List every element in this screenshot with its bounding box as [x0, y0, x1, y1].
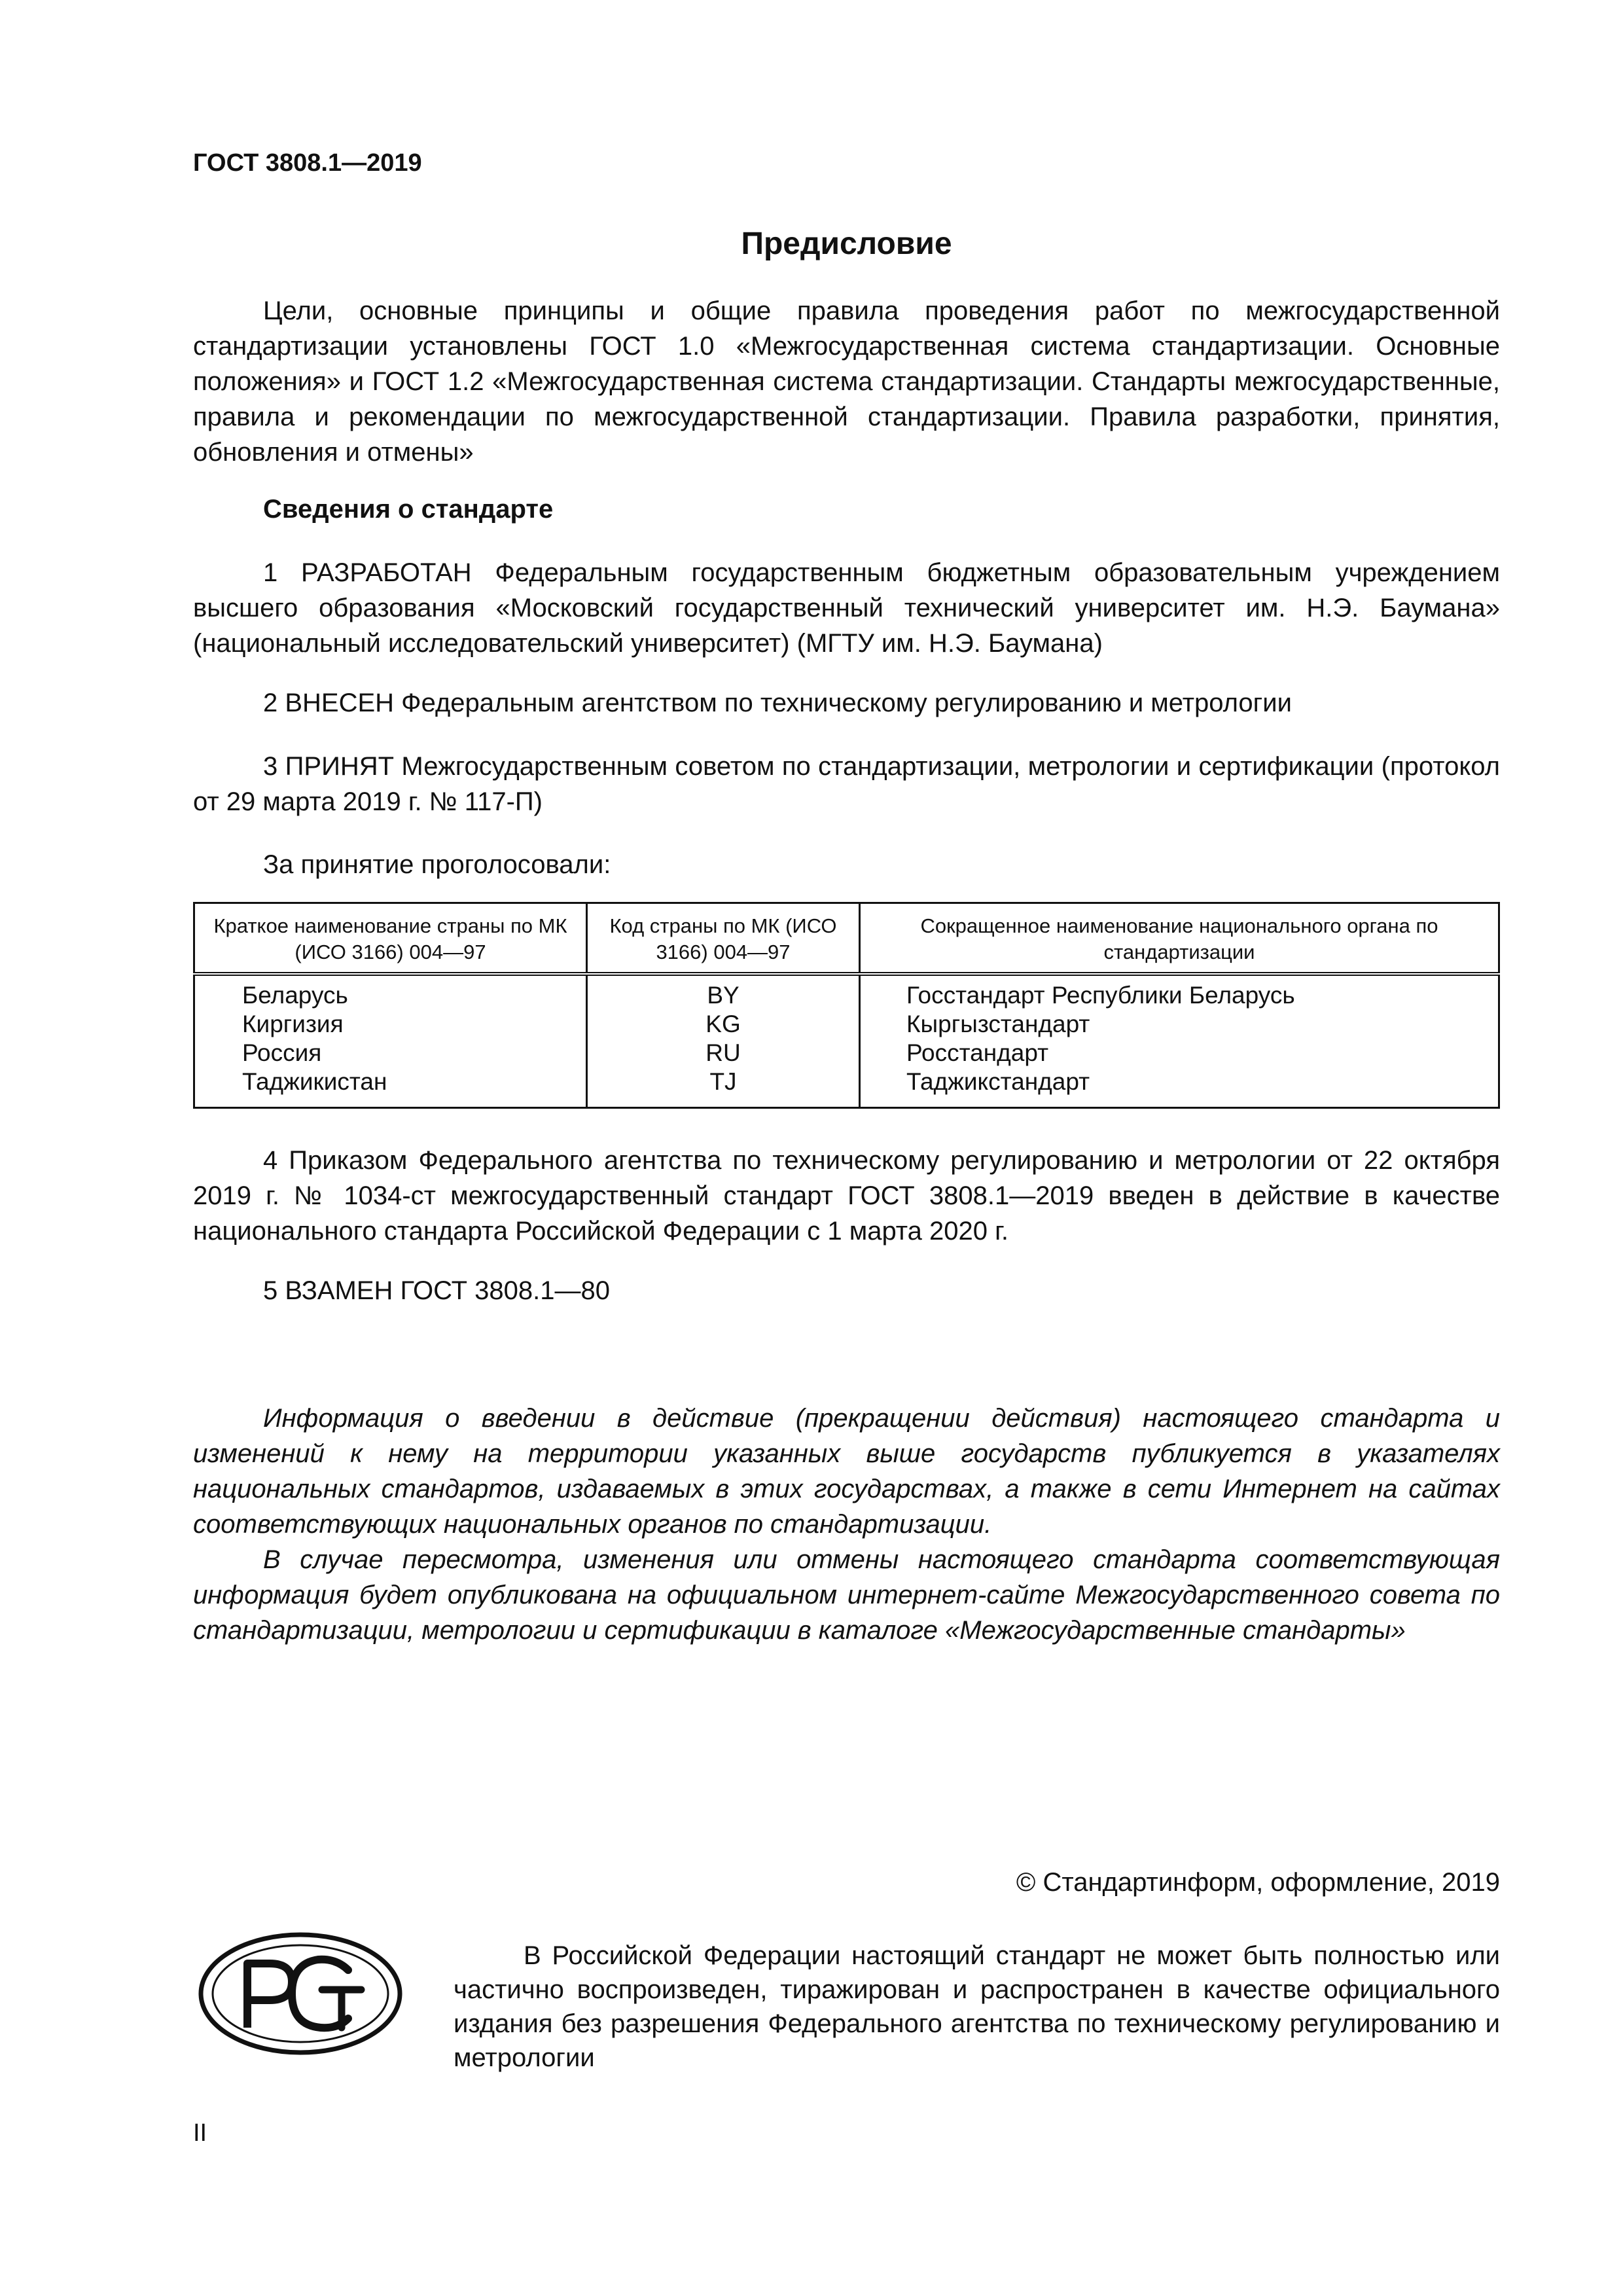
voted-label: За принятие проголосовали:: [263, 850, 611, 879]
country-names-cell: [194, 974, 587, 1108]
standards-body: Таджикстандарт: [906, 1068, 1090, 1095]
country-name: Киргизия: [242, 1011, 344, 1037]
column-header-code: Код страны по МК (ИСО 3166) 004—97: [587, 903, 860, 975]
standards-body: Кыргызстандарт: [906, 1011, 1090, 1037]
country-name: Россия: [242, 1039, 322, 1066]
item-adopted: 3 ПРИНЯТ Межгосударственным советом по стандартизации, метрологии и сертификации (протокол от 29 марта 2019 г. № 117-П): [193, 752, 1500, 816]
reproduction-notice: В Российской Федерации настоящий стандарт не может быть полностью или частично воспроизведен, тиражирован и распространен в качестве официального издания без разрешения Федерального агентства по техническому регулированию и метрологии: [454, 1941, 1500, 2072]
info-heading: Сведения о стандарте: [263, 495, 554, 524]
standards-body: Госстандарт Республики Беларусь: [906, 982, 1295, 1009]
country-code: RU: [705, 1039, 741, 1066]
country-name: Беларусь: [242, 982, 348, 1009]
column-header-country: Краткое наименование страны по МК (ИСО 3166) 004—97: [194, 903, 587, 975]
page-number: II: [193, 2119, 207, 2147]
rst-certification-mark-icon: [196, 1929, 404, 2058]
item-submitted: 2 ВНЕСЕН Федеральным агентством по техническому регулированию и метрологии: [263, 689, 1292, 717]
item-enacted: 4 Приказом Федерального агентства по техническому регулированию и метрологии от 22 октября 2019 г. № 1034-ст межгосударственный стандарт ГОСТ 3808.1—2019 введен в действие в качестве национального стандарта Российской Федерации с 1 марта 2020 г.: [193, 1146, 1500, 1246]
column-header-body: Сокращенное наименование национального органа по стандартизации: [860, 903, 1499, 975]
copyright-line: © Стандартинформ, оформление, 2019: [1016, 1868, 1500, 1897]
country-codes-cell: [587, 974, 860, 1108]
country-code: KG: [705, 1011, 741, 1037]
item-replaces: 5 ВЗАМЕН ГОСТ 3808.1—80: [263, 1276, 611, 1305]
publication-info: Информация о введении в действие (прекращении действия) настоящего стандарта и изменений к нему на территории указанных выше государств публикуется в указателях национальных стандартов, издаваемых в этих государствах, а также в сети Интернет на сайтах соответствующих национальных органов по стандартизации.: [193, 1404, 1500, 1539]
table-header-row: [194, 903, 1499, 975]
standards-body: Росстандарт: [906, 1039, 1049, 1066]
voting-table: [193, 902, 1500, 1109]
standard-id: ГОСТ 3808.1—2019: [193, 149, 422, 177]
preface-intro: Цели, основные принципы и общие правила проведения работ по межгосударственной стандартизации установлены ГОСТ 1.0 «Межгосударственная система стандартизации. Основные положения» и ГОСТ 1.2 «Межгосударственная система стандартизации. Стандарты межгосударственные, правила и рекомендации по межгосударственной стандартизации. Правила разработки, принятия, обновления и отмены»: [193, 296, 1500, 467]
country-code: BY: [707, 982, 740, 1009]
standards-bodies-cell: [860, 974, 1499, 1108]
item-developed: 1 РАЗРАБОТАН Федеральным государственным бюджетным образовательным учреждением высшего образования «Московский государственный технический университет им. Н.Э. Баумана» (национальный исследовательский университет) (МГТУ им. Н.Э. Баумана): [193, 558, 1500, 658]
country-code: TJ: [709, 1068, 737, 1095]
revision-info: В случае пересмотра, изменения или отмены настоящего стандарта соответствующая информация будет опубликована на официальном интернет-сайте Межгосударственного совета по стандартизации, метрологии и сертификации в каталоге «Межгосударственные стандарты»: [193, 1545, 1500, 1645]
preface-title: Предисловие: [741, 226, 952, 261]
country-name: Таджикистан: [242, 1068, 387, 1095]
table-body-row: [194, 974, 1499, 1108]
